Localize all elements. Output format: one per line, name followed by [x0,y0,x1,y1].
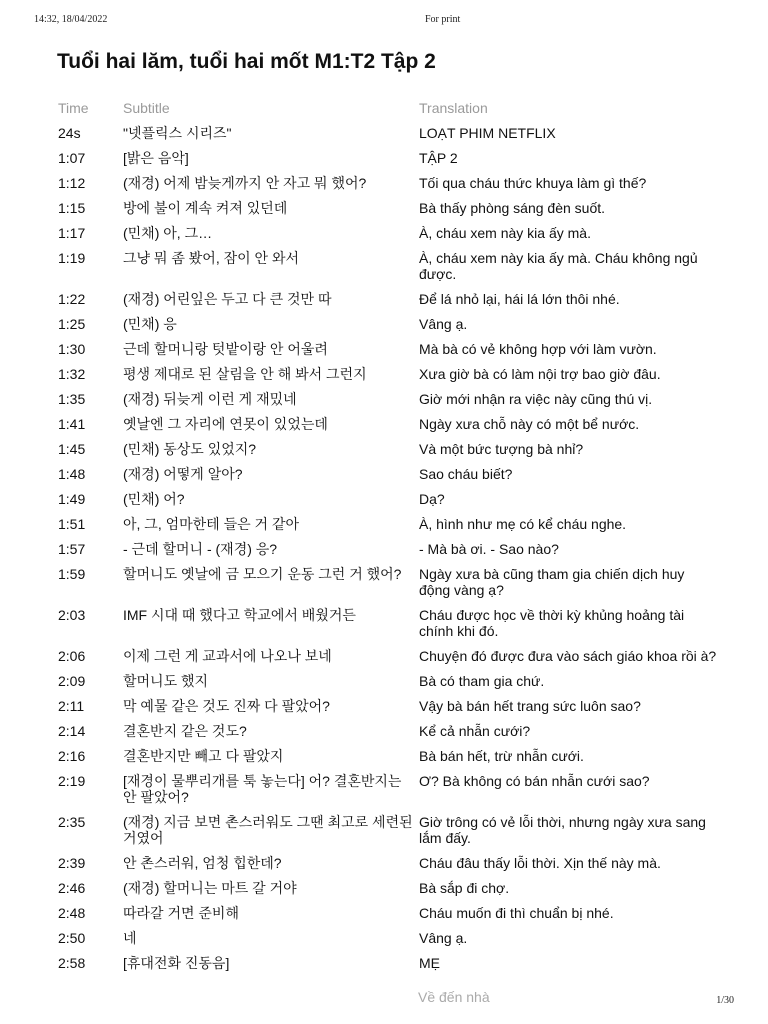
row-subtitle: (민채) 응 [123,316,177,332]
row-time: 2:48 [58,905,86,921]
row-subtitle: 평생 제대로 된 살림을 안 해 봐서 그런지 [123,366,367,382]
row-time: 1:41 [58,416,86,432]
table-row [58,719,718,744]
table-row [58,603,718,644]
row-translation: Vâng ạ. [419,930,468,946]
table-row [58,810,718,851]
row-time: 2:35 [58,814,86,830]
row-time: 2:06 [58,648,86,664]
row-time: 2:19 [58,773,86,789]
row-time: 2:11 [58,698,85,714]
row-translation: Cháu được học về thời kỳ khủng hoảng tài chính khi đó. [419,607,685,639]
row-translation: Mà bà có vẻ không hợp với làm vườn. [419,341,657,357]
table-row [58,146,718,171]
row-subtitle: 옛날엔 그 자리에 연못이 있었는데 [123,416,328,432]
table-row [58,744,718,769]
table-row [58,462,718,487]
row-subtitle: 할머니도 옛날에 금 모으기 운동 그런 거 했어? [123,566,402,582]
row-translation: Ngày xưa chỗ này có một bể nước. [419,416,640,432]
table-row [58,926,718,951]
row-subtitle: (재경) 어떻게 알아? [123,466,243,482]
row-translation: Kể cả nhẫn cưới? [419,723,531,739]
header-time: Time [58,100,89,116]
table-row [58,876,718,901]
row-time: 1:35 [58,391,86,407]
print-timestamp: 14:32, 18/04/2022 [34,14,108,25]
table-row [58,196,718,221]
row-time: 1:19 [58,250,86,266]
row-subtitle: - 근데 할머니 - (재경) 응? [123,541,278,557]
row-subtitle: (민채) 아, 그… [123,225,213,241]
row-translation: Bà sắp đi chợ. [419,880,510,896]
row-translation: Xưa giờ bà có làm nội trợ bao giờ đâu. [419,366,661,382]
row-subtitle: 이제 그런 게 교과서에 나오나 보네 [123,648,332,664]
row-time: 2:03 [58,607,86,623]
row-translation: MẸ [419,955,440,971]
row-translation: Ngày xưa bà cũng tham gia chiến dịch huy động vàng ạ? [419,566,685,598]
row-translation: TẬP 2 [419,150,458,166]
row-translation: Bà có tham gia chứ. [419,673,545,689]
row-time: 1:07 [58,150,86,166]
row-subtitle: 근데 할머니랑 텃밭이랑 안 어울려 [123,341,328,357]
print-page-title: For print [425,14,461,25]
row-subtitle: 결혼반지만 빼고 다 팔았지 [123,748,284,764]
row-translation: LOẠT PHIM NETFLIX [419,125,556,141]
row-subtitle: (재경) 지금 보면 촌스러워도 그땐 최고로 세련된 거였어 [123,814,413,846]
row-time: 1:48 [58,466,86,482]
row-subtitle: (재경) 어제 밤늦게까지 안 자고 뭐 했어? [123,175,367,191]
table-header [58,96,718,121]
row-subtitle: (재경) 뒤늦게 이런 게 재밌네 [123,391,297,407]
header-translation: Translation [419,100,488,116]
table-row [58,171,718,196]
row-time: 1:25 [58,316,86,332]
row-subtitle: (재경) 할머니는 마트 갈 거야 [123,880,297,896]
row-translation: Vâng ạ. [419,316,468,332]
row-time: 1:59 [58,566,86,582]
table-row [58,669,718,694]
table-row [58,387,718,412]
row-time: 1:22 [58,291,86,307]
row-translation: Ơ? Bà không có bán nhẫn cưới sao? [419,773,650,789]
table-row [58,312,718,337]
table-row [58,901,718,926]
row-translation: Chuyện đó được đưa vào sách giáo khoa rồi à? [419,648,717,664]
row-subtitle: 네 [123,930,137,946]
row-subtitle: "넷플릭스 시리즈" [123,125,232,141]
row-subtitle: 할머니도 했지 [123,673,209,689]
table-row [58,644,718,669]
row-time: 1:12 [58,175,86,191]
row-time: 2:14 [58,723,86,739]
row-subtitle: 결혼반지 같은 것도? [123,723,247,739]
row-subtitle: (민채) 어? [123,491,185,507]
row-translation: Bà thấy phòng sáng đèn suốt. [419,200,606,216]
cut-off-next-row: Về đến nhà [418,989,490,1005]
row-translation: Cháu muốn đi thì chuẩn bị nhé. [419,905,614,921]
row-time: 1:57 [58,541,86,557]
row-time: 1:49 [58,491,86,507]
row-time: 1:32 [58,366,86,382]
table-row [58,487,718,512]
row-translation: Và một bức tượng bà nhỉ? [419,441,584,457]
row-translation: À, cháu xem này kia ấy mà. [419,225,591,241]
row-subtitle: 막 예물 같은 것도 진짜 다 팔았어? [123,698,330,714]
header-subtitle: Subtitle [123,100,170,116]
table-row [58,694,718,719]
table-row [58,537,718,562]
table-row [58,437,718,462]
table-row [58,362,718,387]
row-subtitle: 따라갈 거면 준비해 [123,905,239,921]
table-row [58,221,718,246]
row-translation: À, cháu xem này kia ấy mà. Cháu không ngủ được. [419,250,698,282]
row-time: 2:58 [58,955,86,971]
row-translation: Bà bán hết, trừ nhẫn cưới. [419,748,584,764]
row-subtitle: IMF 시대 때 했다고 학교에서 배웠거든 [123,607,356,623]
row-time: 2:09 [58,673,86,689]
row-subtitle: [휴대전화 진동음] [123,955,230,971]
row-time: 2:16 [58,748,86,764]
row-time: 2:46 [58,880,86,896]
row-translation: Giờ mới nhận ra việc này cũng thú vị. [419,391,653,407]
table-row [58,121,718,146]
print-header [34,14,734,28]
row-subtitle: 안 촌스러워, 엄청 힙한데? [123,855,282,871]
table-row [58,769,718,810]
subtitle-table [58,96,718,976]
row-subtitle: 아, 그, 엄마한테 들은 거 같아 [123,516,299,532]
table-row [58,412,718,437]
row-subtitle: (재경) 어린잎은 두고 다 큰 것만 따 [123,291,332,307]
table-row [58,287,718,312]
row-translation: Dạ? [419,491,445,507]
row-subtitle: (민채) 동상도 있었지? [123,441,257,457]
row-translation: À, hình như mẹ có kể cháu nghe. [419,516,627,532]
row-subtitle: [밝은 음악] [123,150,189,166]
row-time: 2:39 [58,855,86,871]
table-row [58,562,718,603]
page-number: 1/30 [716,995,734,1006]
row-time: 1:45 [58,441,86,457]
row-translation: Cháu đâu thấy lỗi thời. Xịn thế này mà. [419,855,661,871]
row-time: 2:50 [58,930,86,946]
row-subtitle: 방에 불이 계속 켜져 있던데 [123,200,288,216]
table-row [58,246,718,287]
row-time: 1:17 [58,225,86,241]
row-time: 1:15 [58,200,86,216]
table-row [58,337,718,362]
row-translation: Tối qua cháu thức khuya làm gì thế? [419,175,647,191]
row-translation: - Mà bà ơi. - Sao nào? [419,541,559,557]
table-row [58,851,718,876]
row-translation: Sao cháu biết? [419,466,513,482]
row-time: 1:51 [58,516,86,532]
table-row [58,512,718,537]
table-row [58,951,718,976]
row-translation: Để lá nhỏ lại, hái lá lớn thôi nhé. [419,291,620,307]
row-subtitle: [재경이 물뿌리개를 툭 놓는다] 어? 결혼반지는 안 팔았어? [123,773,402,805]
table-body [58,121,718,976]
row-time: 24s [58,125,81,141]
row-time: 1:30 [58,341,86,357]
row-translation: Giờ trông có vẻ lỗi thời, nhưng ngày xưa sang lắm đấy. [419,814,706,846]
row-translation: Vậy bà bán hết trang sức luôn sao? [419,698,641,714]
row-subtitle: 그냥 뭐 좀 봤어, 잠이 안 와서 [123,250,299,266]
document-title: Tuổi hai lăm, tuổi hai mốt M1:T2 Tập 2 [57,50,436,73]
